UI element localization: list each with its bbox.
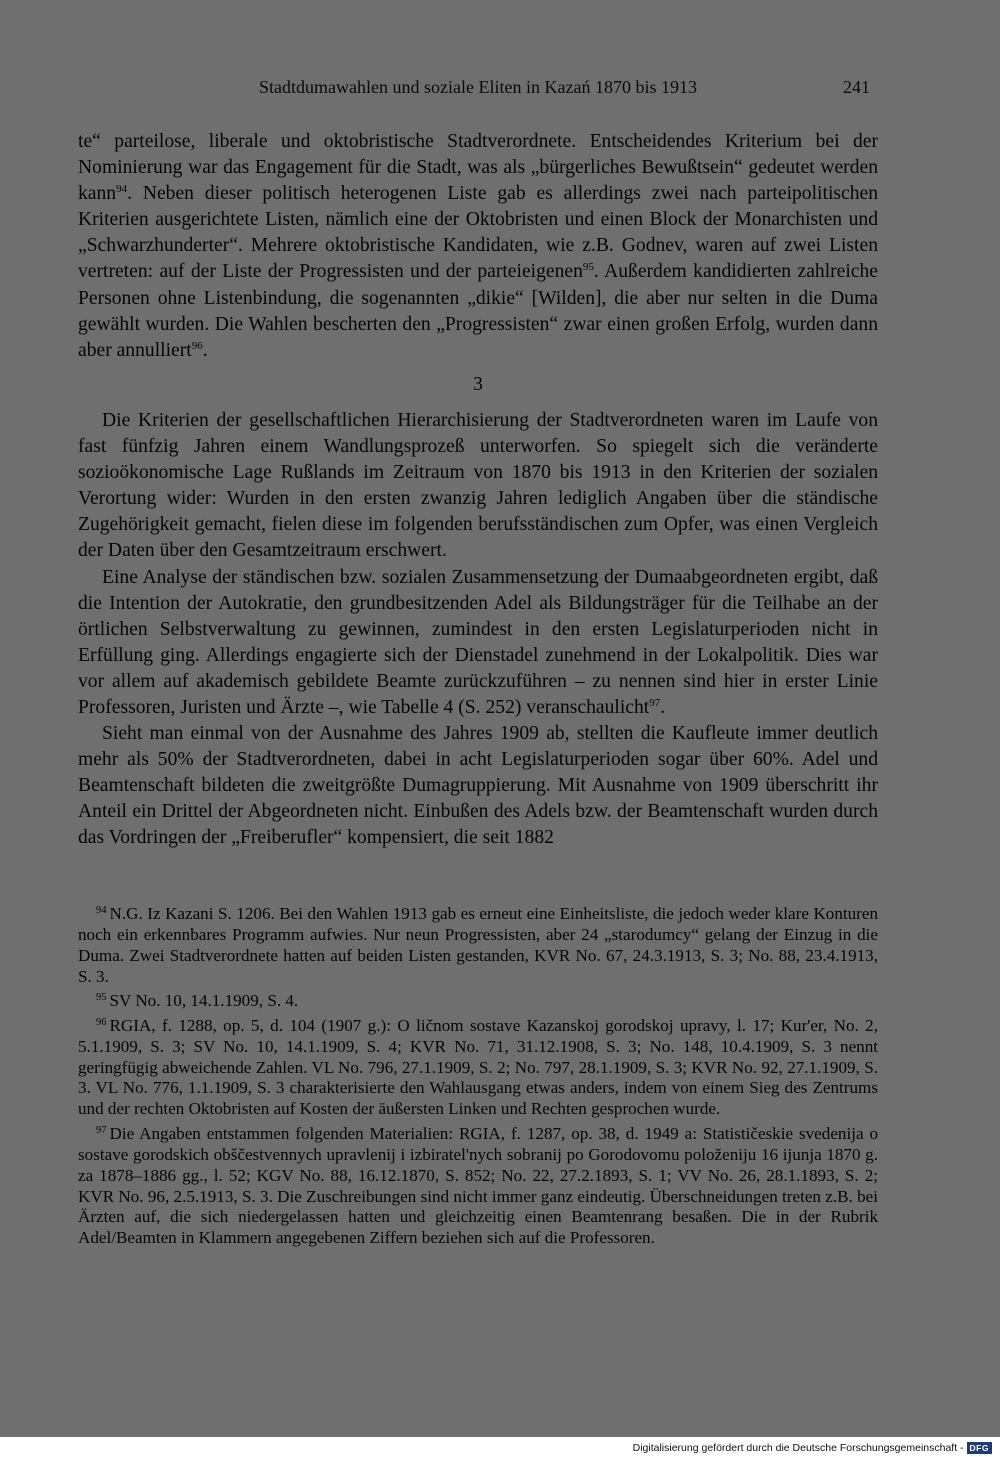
footnote-text: RGIA, f. 1288, op. 5, d. 104 (1907 g.): O ličnom sostave Kazanskoj gorodskoj upravy, l. 17; Kur'er, No. 2, 5.1.1909, S. 3; SV No. 10, 14.1.1909, S. 4; KVR No. 71, 31.12.1908, S. 3; No. 148, 10.4.1909, S. 3 nennt geringfügig abweichende Zahlen. VL No. 796, 27.1.1909, S. 2; No. 797, 28.1.1909, S. 3; KVR No. 92, 27.1.1909, S. 3. VL No. 776, 1.1.1909, S. 3 charakterisierte den Wahlausgang etwas anders, indem von einem Sieg des Zentrums und der rechten Oktobristen auf Kosten der äußersten Linken und Rechten gesprochen wurde.: [78, 1015, 878, 1119]
running-header: [0, 77, 1000, 101]
digitization-credit: [633, 1442, 992, 1454]
section-number: 3: [473, 373, 483, 395]
paragraph-text: Sieht man einmal von der Ausnahme des Jahres 1909 ab, stellten die Kaufleute immer deutlich mehr als 50% der Stadtverordneten, dabei in acht Legislaturperioden sogar über 60%. Adel und Beamtenschaft bildeten die zweitgrößte Dumagruppierung. Mit Ausnahme von 1909 überschritt ihr Anteil ein Drittel der Abgeordneten nicht. Einbußen des Adels bzw. der Beamtenschaft wurden durch das Vordringen der „Freiberufler“ kompensiert, die seit 1882: [78, 723, 878, 849]
paragraph-text: . Neben dieser politisch heterogenen Liste gab es allerdings zwei nach parteipolitischen Kriterien ausgerichtete Listen, nämlich eine der Oktobristen und einen Block der Monarchisten und „Schwarzhunderter“. Mehrere oktobristische Kandidaten, wie z.B. Godnev, waren auf zwei Listen vertreten: auf der Liste der Progressisten und der parteieigenen: [78, 183, 878, 283]
footnote-number: 95: [96, 992, 107, 1004]
footnote-reference[interactable]: 95: [582, 261, 594, 274]
paragraph-text: .: [660, 696, 666, 718]
footnote-reference[interactable]: 97: [649, 696, 661, 709]
footnote-text: N.G. Iz Kazani S. 1206. Bei den Wahlen 1913 gab es erneut eine Einheitsliste, die jedoch weder klare Konturen noch ein erkennbares Programm aufwies. Nur neun Progressisten, aber 24 „starodumcy“ gelang der Einzug in die Duma. Zwei Stadtverordnete hatten auf beiden Listen gestanden, KVR No. 67, 24.3.1913, S. 3; No. 88, 23.4.1913, S. 3.: [78, 904, 878, 986]
footnote-reference[interactable]: 94: [116, 183, 128, 196]
footnote: [78, 991, 878, 1012]
footnote: [78, 1016, 878, 1121]
paragraph-text: Eine Analyse der ständischen bzw. sozialen Zusammensetzung der Dumaabgeordneten ergibt, daß die Intention der Autokratie, den grundbesitzenden Adel als Bildungsträger für die Teilhabe an der örtlichen Selbstverwaltung zu gewinnen, zumindest in den ersten Legislaturperioden nicht in Erfüllung ging. Allerdings engagierte sich der Dienstadel zunehmend in der Lokalpolitik. Dies war vor allem auf akademisch gebildete Beamte zurückzuführen – zu nennen sind hier in erster Linie Professoren, Juristen und Ärzte –, wie Tabelle 4 (S. 252) veranschaulicht: [78, 566, 878, 718]
dfg-logo: DFG: [967, 1442, 992, 1454]
credit-text: Digitalisierung gefördert durch die Deutsche Forschungsgemeinschaft -: [632, 1442, 964, 1454]
running-header-title: Stadtdumawahlen und soziale Eliten in Kazań 1870 bis 1913: [259, 77, 697, 97]
body-paragraph: [78, 565, 878, 722]
footnote-number: 94: [96, 905, 107, 916]
paragraph-text: . Außerdem kandidierten zahlreiche Personen ohne Listenbindung, die sogenannten „dikie“ [Wilden], die aber nur selten in die Duma gewählt wurden. Die Wahlen bescherten den „Progressisten“ zwar einen großen Erfolg, wurden dann aber annulliert: [78, 261, 878, 361]
body-paragraph: [78, 129, 878, 364]
paragraph-text: Die Kriterien der gesellschaftlichen Hierarchisierung der Stadtverordneten waren im Laufe von fast fünfzig Jahren einem Wandlungsprozeß unterworfen. So spiegelt sich die veränderte sozioökonomische Lage Rußlands im Zeitraum von 1870 bis 1913 in den Kriterien der sozialen Verortung wider: Wurden in den ersten zwanzig Jahren lediglich Angaben über die ständische Zugehörigkeit gemacht, fielen diese im folgenden berufsständischen zum Opfer, was einen Vergleich der Daten über den Gesamtzeitraum erschwert.: [78, 409, 878, 562]
page-number: 241: [843, 77, 870, 97]
footnote: [78, 904, 878, 988]
footnote-number: 97: [96, 1124, 107, 1136]
paragraph-text: .: [202, 339, 208, 361]
footnote-number: 96: [96, 1016, 107, 1028]
footnote-text: Die Angaben entstammen folgenden Materialien: RGIA, f. 1287, op. 38, d. 1949 a: Statističeskie svedenija o sostave gorodskich obščestvennych upravlenij i izbiratel'nych sobranij po Gorodovomu položeniju 16 ijunja 1870 g. za 1878–1886 gg., l. 52; KGV No. 88, 16.12.1870, S. 852; No. 22, 27.2.1893, S. 1; VV No. 26, 28.1.1893, S. 2; KVR No. 96, 2.5.1913, S. 3. Die Zuschreibungen sind nicht immer ganz eindeutig. Überschneidungen treten z.B. bei Ärzten auf, die sich niedergelassen hatten und gleichzeitig einen Beamtenrang besaßen. Die in der Rubrik Adel/Beamten in Klammern angegebenen Ziffern beziehen sich auf die Professoren.: [78, 1123, 878, 1248]
footnotes: [78, 904, 878, 1253]
body-paragraph: [78, 408, 878, 565]
paragraph-text: te“ parteilose, liberale und oktobristische Stadtverordnete. Entscheidendes Kriterium bei der Nominierung war das Engagement für die Stadt, was als „bürgerliches Bewußtsein“ gedeutet werden kann: [78, 131, 878, 205]
footnote-text: SV No. 10, 14.1.1909, S. 4.: [109, 991, 299, 1011]
footnote: [78, 1124, 878, 1249]
footnote-reference[interactable]: 96: [191, 339, 203, 352]
body-text: [78, 129, 878, 852]
body-paragraph: [78, 721, 878, 851]
